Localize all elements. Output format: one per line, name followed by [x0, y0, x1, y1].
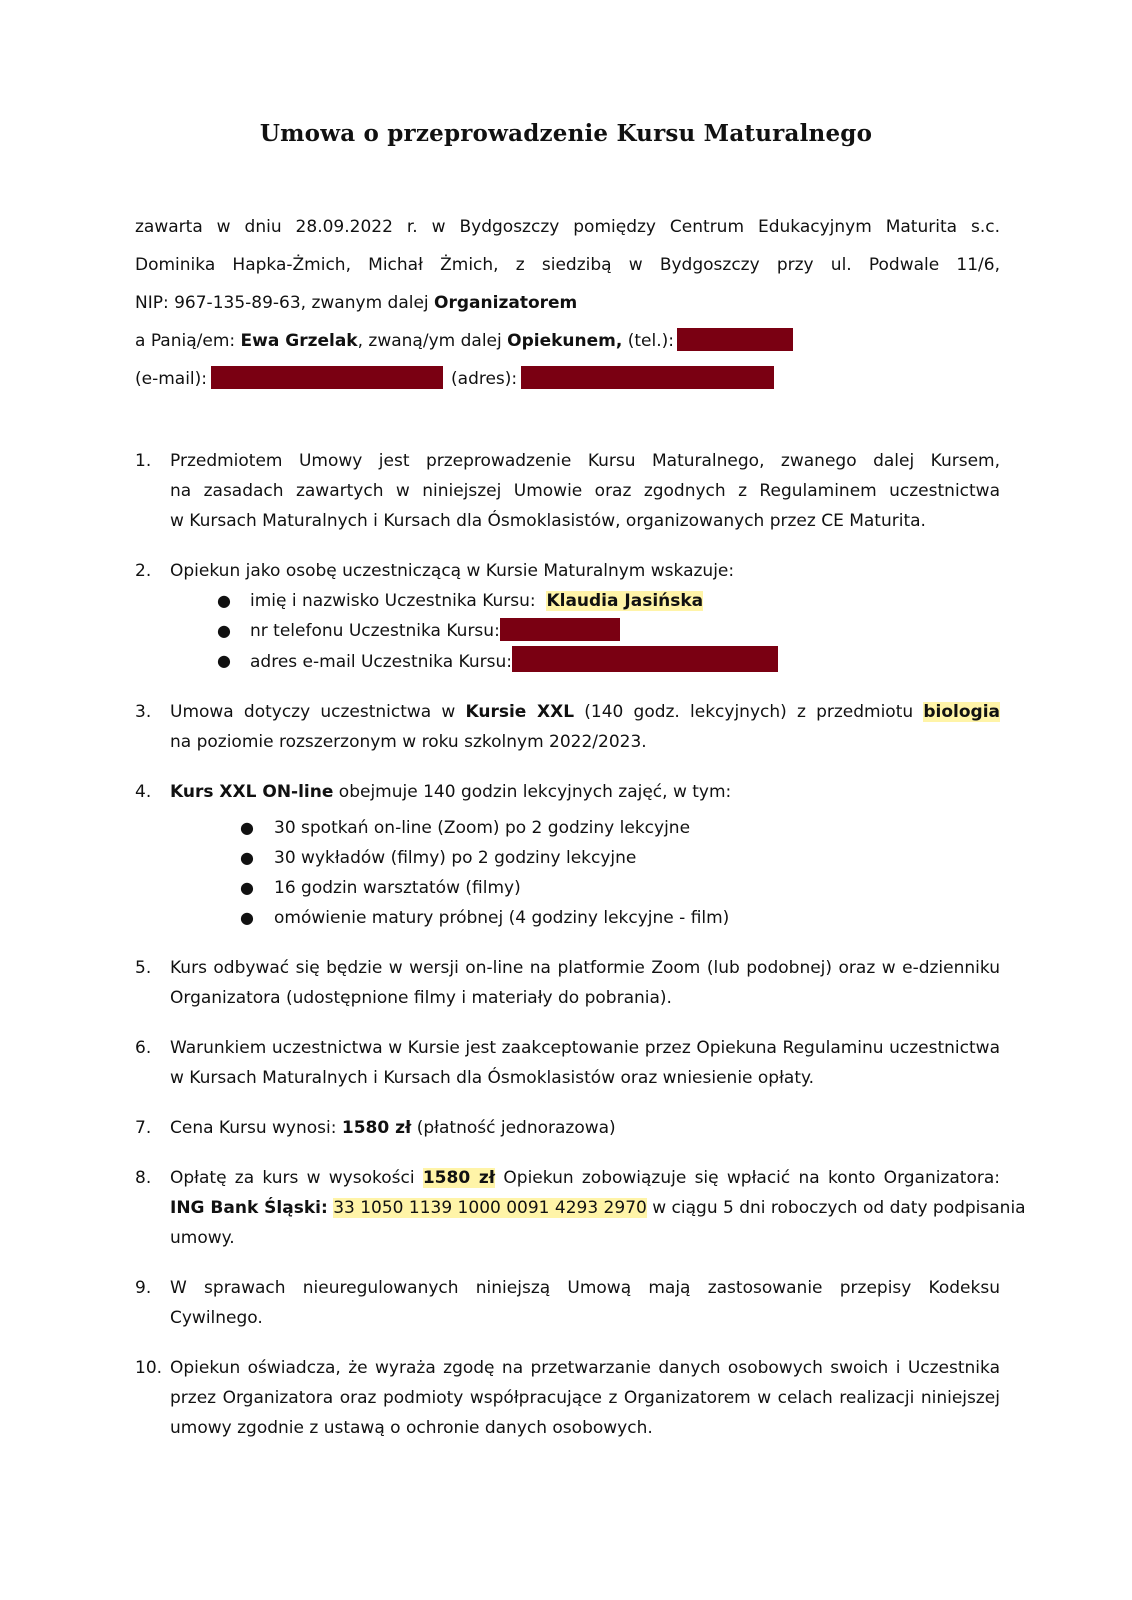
participant-email-item [217, 646, 1000, 677]
point-8 [135, 1163, 1026, 1253]
point-6-line-1: Warunkiem uczestnictwa w Kursie jest zaakceptowanie przez Opiekuna Regulaminu uczestnictwa [170, 1038, 1000, 1058]
point-3-line-1 [170, 697, 1000, 727]
point-8-line-3: umowy. [170, 1228, 235, 1248]
point-9 [135, 1273, 1000, 1333]
point-5-line-1: Kurs odbywać się będzie w wersji on-line na platformie Zoom (lub podobnej) oraz w e-dzienniku [170, 958, 1000, 978]
bullet-icon: ● [240, 908, 254, 927]
email-label: (e-mail): [135, 369, 208, 389]
bullet-icon: ● [240, 818, 254, 837]
participant-list [170, 586, 1000, 677]
point-4-intro: obejmuje 140 godzin lekcyjnych zajęć, w tym: [333, 782, 732, 802]
payment-text-a: Opłatę za kurs w wysokości [170, 1168, 415, 1188]
guardian-role: Opiekunem, [507, 331, 623, 351]
course-type: Kursie XXL [465, 702, 575, 722]
contract-points [135, 446, 1026, 1443]
point-4 [135, 777, 1000, 933]
payment-deadline: w ciągu 5 dni roboczych od daty podpisania [646, 1198, 1026, 1218]
point-8-line-2 [170, 1193, 1026, 1223]
point-number: 5. [135, 958, 152, 978]
point-9-line-2: Cywilnego. [170, 1308, 263, 1328]
course-component-item [240, 903, 1000, 933]
intro-nip-text: NIP: 967-135-89-63, zwanym dalej [135, 293, 435, 313]
document-body [135, 212, 1026, 1443]
payment-amount: 1580 zł [422, 1168, 496, 1188]
course-component-item [240, 873, 1000, 903]
point-6 [135, 1033, 1000, 1093]
point-3-line-2: na poziomie rozszerzonym w roku szkolnym 2022/2023. [170, 732, 647, 752]
redacted-address [521, 366, 774, 389]
point-number: 1. [135, 451, 152, 471]
bullet-icon: ● [217, 591, 231, 610]
point-number: 6. [135, 1038, 152, 1058]
point-5 [135, 953, 1000, 1013]
participant-phone-item [217, 616, 1000, 646]
organizer-label: Organizatorem [434, 293, 578, 313]
point-10 [135, 1353, 1000, 1443]
point-number: 3. [135, 702, 152, 722]
point-number: 10. [135, 1358, 163, 1378]
bullet-icon: ● [240, 848, 254, 867]
course-component-label: 30 wykładów (filmy) po 2 godziny lekcyjne [274, 848, 637, 868]
redacted-phone [677, 328, 793, 351]
price-label: Cena Kursu wynosi: [170, 1118, 342, 1138]
point-1-line-3: w Kursach Maturalnych i Kursach dla Ósmoklasistów, organizowanych przez CE Maturita. [170, 511, 926, 531]
point-7 [135, 1113, 1000, 1143]
intro-line-5 [135, 364, 1000, 402]
point-3 [135, 697, 1000, 757]
course-component-label: omówienie matury próbnej (4 godziny lekcyjne - film) [274, 908, 730, 928]
course-component-label: 30 spotkań on-line (Zoom) po 2 godziny lekcyjne [274, 818, 691, 838]
price-note: (płatność jednorazowa) [411, 1118, 616, 1138]
participant-phone-label: nr telefonu Uczestnika Kursu: [250, 621, 500, 641]
point-3-text-a: Umowa dotyczy uczestnictwa w [170, 702, 456, 722]
point-2 [135, 556, 1000, 677]
document-title: Umowa o przeprowadzenie Kursu Maturalnego [259, 120, 873, 147]
bullet-icon: ● [217, 651, 231, 670]
point-6-line-2: w Kursach Maturalnych i Kursach dla Ósmoklasistów oraz wniesienie opłaty. [170, 1068, 815, 1088]
point-1-line-1: Przedmiotem Umowy jest przeprowadzenie Kursu Maturalnego, zwanego dalej Kursem, [170, 451, 1000, 471]
point-3-text-b: (140 godz. lekcyjnych) z przedmiotu [584, 702, 914, 722]
point-number: 2. [135, 561, 152, 581]
participant-name-item [217, 586, 1000, 616]
point-1 [135, 446, 1000, 536]
price-value: 1580 zł [341, 1118, 412, 1138]
intro-line-1: zawarta w dniu 28.09.2022 r. w Bydgoszczy pomiędzy Centrum Edukacyjnym Maturita s.c. [135, 217, 1000, 237]
bank-name: ING Bank Śląski: [170, 1198, 328, 1218]
point-10-line-1: Opiekun oświadcza, że wyraża zgodę na przetwarzanie danych osobowych swoich i Uczestnika [170, 1358, 1000, 1378]
point-8-line-1 [170, 1163, 1000, 1193]
course-component-item [240, 813, 1000, 843]
point-number: 4. [135, 782, 152, 802]
point-number: 7. [135, 1118, 152, 1138]
participant-name-label: imię i nazwisko Uczestnika Kursu: [250, 591, 536, 611]
point-4-text [170, 777, 1000, 807]
address-label: (adres): [451, 369, 518, 389]
point-5-line-2: Organizatora (udostępnione filmy i materiały do pobrania). [170, 988, 672, 1008]
redacted-participant-email [512, 646, 778, 672]
participant-email-label: adres e-mail Uczestnika Kursu: [250, 652, 512, 672]
intro-line-4 [135, 326, 1000, 364]
point-10-line-2: przez Organizatora oraz podmioty współpracujące z Organizatorem w celach realizacji niniejszej [170, 1388, 1000, 1408]
guardian-name: Ewa Grzelak [240, 331, 358, 351]
redacted-email [211, 366, 443, 389]
course-component-item [240, 843, 1000, 873]
redacted-participant-phone [500, 618, 620, 641]
payment-text-b: Opiekun zobowiązuje się wpłacić na konto Organizatora: [503, 1168, 1001, 1188]
point-9-line-1: W sprawach nieuregulowanych niniejszą Umową mają zastosowanie przepisy Kodeksu [170, 1278, 1000, 1298]
course-subject: biologia [923, 702, 1000, 722]
phone-label: (tel.): [622, 331, 674, 351]
course-components-list [170, 813, 1000, 933]
intro-line-3 [135, 288, 1000, 326]
point-7-line [170, 1113, 1000, 1143]
participant-name: Klaudia Jasińska [546, 591, 704, 611]
bank-account-number: 33 1050 1139 1000 0091 4293 2970 [333, 1198, 647, 1218]
point-1-line-2: na zasadach zawartych w niniejszej Umowie oraz zgodnych z Regulaminem uczestnictwa [170, 481, 1000, 501]
point-number: 8. [135, 1168, 152, 1188]
point-number: 9. [135, 1278, 152, 1298]
guardian-prefix: a Panią/em: [135, 331, 241, 351]
intro-line-2: Dominika Hapka-Żmich, Michał Żmich, z siedzibą w Bydgoszczy przy ul. Podwale 11/6, [135, 255, 1000, 275]
bullet-icon: ● [217, 621, 231, 640]
course-name: Kurs XXL ON-line [170, 782, 334, 802]
point-2-text: Opiekun jako osobę uczestniczącą w Kursie Maturalnym wskazuje: [170, 561, 735, 581]
guardian-mid: , zwaną/ym dalej [357, 331, 508, 351]
point-10-line-3: umowy zgodnie z ustawą o ochronie danych osobowych. [170, 1418, 653, 1438]
course-component-label: 16 godzin warsztatów (filmy) [274, 878, 521, 898]
bullet-icon: ● [240, 878, 254, 897]
